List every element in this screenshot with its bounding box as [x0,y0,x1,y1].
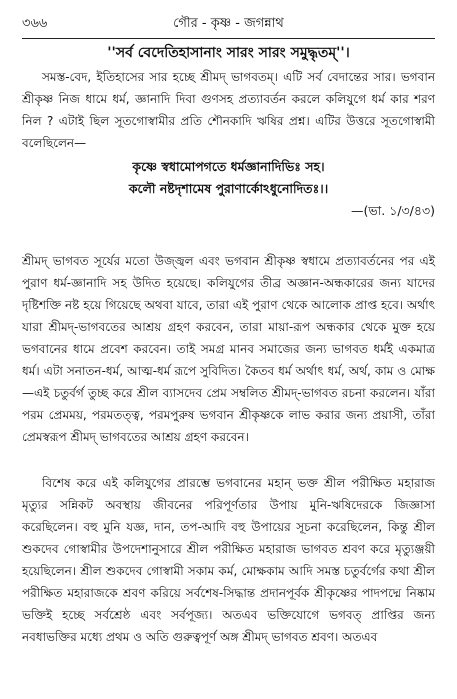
running-title: গৌর - কৃষ্ণ - জগন্নাথ [173,16,284,31]
sanskrit-verse [22,156,435,200]
verse-line-2: কলৌ নষ্টদৃশামেষ পুরাণার্কোঽধুনোদিতঃ।। [128,181,329,196]
section-heading: ''সর্ব বেদেতিহাসানাং সারং সারং সমুদ্ধৃতম্''। [107,45,350,61]
paragraph-intro: সমস্ত-বেদ, ইতিহাসের সার হচ্ছে শ্রীমদ্ ভাগবতম্। এটি সর্ব বেদান্তের সার। ভগবান শ্রীকৃষ্ণ নিজ ধামে ধর্ম, জ্ঞানাদি দিবা গুণসহ প্রত্যাবর্তন করলে কলিযুগে ধর্ম কার শরণ নিল ? এটাই ছিল সূতগোস্বামীর প্রতি শৌনকাদি ঋষির প্রশ্ন। এটির উত্তরে সূতগোস্বামী বলেছিলেন— [22,70,435,150]
verse-line-1: কৃষ্ণে স্বধামোপগতে ধর্মজ্ঞানাদিভিঃ সহ। [132,159,325,174]
page-header [22,14,435,34]
verse-reference: —(ভা. ১/৩/৪৩) [350,203,435,218]
paragraph-parikshit: বিশেষ করে এই কলিযুগের প্রারম্ভে ভগবানের মহান্ ভক্ত শ্রীল পরীক্ষিত মহারাজ মৃত্যুর সন্নিকট অবস্থায় জীবনের পরিপূর্ণতার উপায় মুনি-ঋষিদেরকে জিজ্ঞাসা করেছিলেন। বহু মুনি যজ্ঞ, দান, তপ-আদি বহু উপায়ের সূচনা করেছিলেন, কিন্তু শ্রীল শুকদেব গোস্বামীর উপদেশানুসারে শ্রীল পরীক্ষিত মহারাজ ভাগবত শ্রবণ করে মৃত্যুঞ্জয়ী হয়েছিলেন। শ্রীল শুকদেব গোস্বামী সকাম কর্ম, মোক্ষকাম আদি সমস্ত চতুর্বর্গের কথা শ্রীল পরীক্ষিত মহারাজকে শ্রবণ করিয়ে সর্বশেষ-সিদ্ধান্ত প্রদানপূর্বক শ্রীকৃষ্ণের পাদপদ্মে নিষ্কাম ভক্তিই হচ্ছে সর্বশ্রেষ্ঠ এবং সর্বপূজ্য। অতএব ভক্তিযোগে ভগবত্ প্রাপ্তির জন্য নবধাভক্তির মধ্যে প্রথম ও অতি গুরুত্বপূর্ণ অঙ্গ শ্রীমদ্ ভাগবত শ্রবণ। অতএব [22,476,435,644]
paragraph-bhagavatam-sun: শ্রীমদ্ ভাগবত সূর্যের মতো উজ্জ্বল এবং ভগবান শ্রীকৃষ্ণ স্বধামে প্রত্যাবর্তনের পর এই পুরাণ ধর্ম-জ্ঞানাদি সহ উদিত হয়েছে। কলিযুগের তীব্র অজ্ঞান-অন্ধকারের জন্য যাদের দৃষ্টিশক্তি নষ্ট হয়ে গিয়েছে অথবা যাবে, তারা এই পুরাণ থেকে আলোক প্রাপ্ত হবে। অর্থাৎ যারা শ্রীমদ্-ভাগবতের আশ্রয় গ্রহণ করবেন, তারা মায়া-রূপ অন্ধকার থেকে মুক্ত হয়ে ভগবানের ধামে প্রবেশ করবেন। তাই সমগ্র মানব সমাজের জন্য ভাগবত ধর্মই একমাত্র ধর্ম। এটা সনাতন-ধর্ম, আত্ম-ধর্ম রূপে সুবিদিত। কৈতব ধর্ম অর্থাৎ ধর্ম, অর্থ, কাম ও মোক্ষ—এই চতুর্বর্গ তুচ্ছ করে শ্রীল ব্যাসদেব প্রেম সম্বলিত শ্রীমদ্-ভাগবত রচনা করলেন। যাঁরা পরম প্রেমময়, পরমতত্ত্ব, পরমপুরুষ ভগবান শ্রীকৃষ্ণকে লাভ করার জন্য প্রয়াসী, তাঁরা প্রেমস্বরূপ শ্রীমদ্ ভাগবতের আশ্রয় গ্রহণ করবেন। [22,254,435,444]
page-number: ৩৬৬ [22,16,48,31]
header-divider [22,38,435,39]
